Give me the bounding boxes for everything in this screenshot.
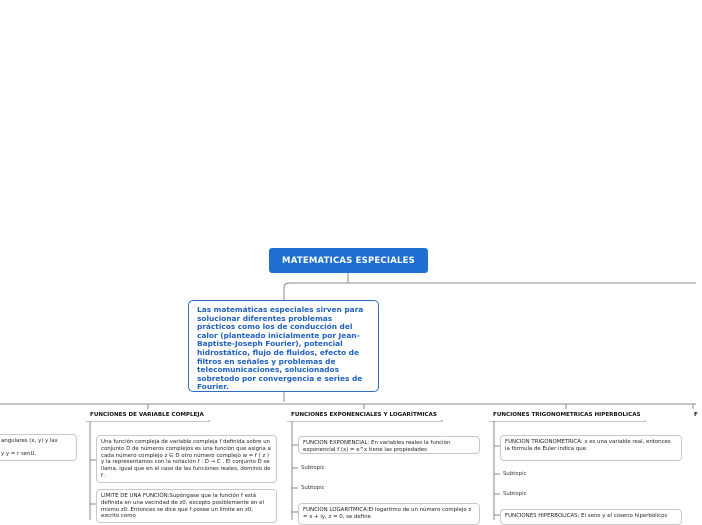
central-topic-text: Las matemáticas especiales sirven para solucionar diferentes problemas prácticos como los de conducción del calor (planteado inicialmente por Jean-Baptiste-Joseph Fourier), potencial hidrostático, flujo de fluidos, efecto de filtros en señales y problemas de telecomunicaciones, solucionados sobretodo por convergencia e series de Fourier. [197,305,364,392]
subtopic-2[interactable] [301,485,325,491]
subtopic-label: Subtopic [503,491,527,497]
subtopic-label: Subtopic [503,471,527,477]
partial-node-left[interactable] [0,434,77,461]
subtopic-3[interactable] [503,471,527,477]
node-funciones-hiperbolicas[interactable] [500,509,682,525]
node-limite-funcion[interactable] [96,489,277,523]
category-label: FUNCIONES EXPONENCIALES Y LOGARÍTMICAS [291,412,437,418]
category-label: FUNCIONES TRIGONOMETRICAS HIPERBOLICAS [493,412,641,418]
node-text: FUNCIONES HIPERBOLICAS: El seno y el coseno hiperbólicos [505,513,668,519]
subtopic-1[interactable] [301,465,325,471]
node-funcion-exponencial[interactable] [298,436,480,454]
node-text: Una función compleja de variable compleja f definida sobre un conjunto D de números complejos es una función que asigna a cada número complejo z ∈ D otro número complejo w = f ( z ) y la representamos con la notación f : D → C . El conjunto D se llama, igual que en el caso de las funciones reales, dominio de f . [101,439,271,479]
node-text: LIMITE DE UNA FUNCIÓN:Supóngase que la función f está definida en una vecindad de z0, excepto posiblemente en el mismo z0. Entonces se dice que f posee un límite en z0, escrito como [101,493,264,520]
subtopic-label: Subtopic [301,485,325,491]
node-text: FUNCION TRIGONOMETRICA: x es una variable real, entonces la fórmula de Euler indica que. [505,439,671,452]
category-partial-right[interactable] [690,409,702,421]
node-funcion-trigonometrica[interactable] [500,435,682,461]
category-label: F [694,412,698,418]
subtopic-4[interactable] [503,491,527,497]
root-topic-label: MATEMATICAS ESPECIALES [282,255,415,266]
category-variable-compleja[interactable] [86,409,208,421]
root-topic[interactable] [269,248,428,273]
category-label: FUNCIONES DE VARIABLE COMPLEJA [90,412,204,418]
category-exponenciales[interactable] [287,409,441,421]
node-funcion-compleja[interactable] [96,435,277,483]
category-trigonometricas[interactable] [489,409,645,421]
node-text: FUNCION LOGARITMICA:El logaritmo de un número complejo z = x + iy, z = 0, se define [303,507,472,520]
partial-node-line: angulares (x, y) y las [1,438,58,444]
subtopic-label: Subtopic [301,465,325,471]
central-topic[interactable] [188,300,379,392]
partial-node-line: y y = r senU. [1,450,37,457]
node-funcion-logaritmica[interactable] [298,503,480,525]
node-text: FUNCION EXPONENCIAL: En variables reales la función exponencial f (x) = e^x tiene las propiedades [303,440,451,453]
